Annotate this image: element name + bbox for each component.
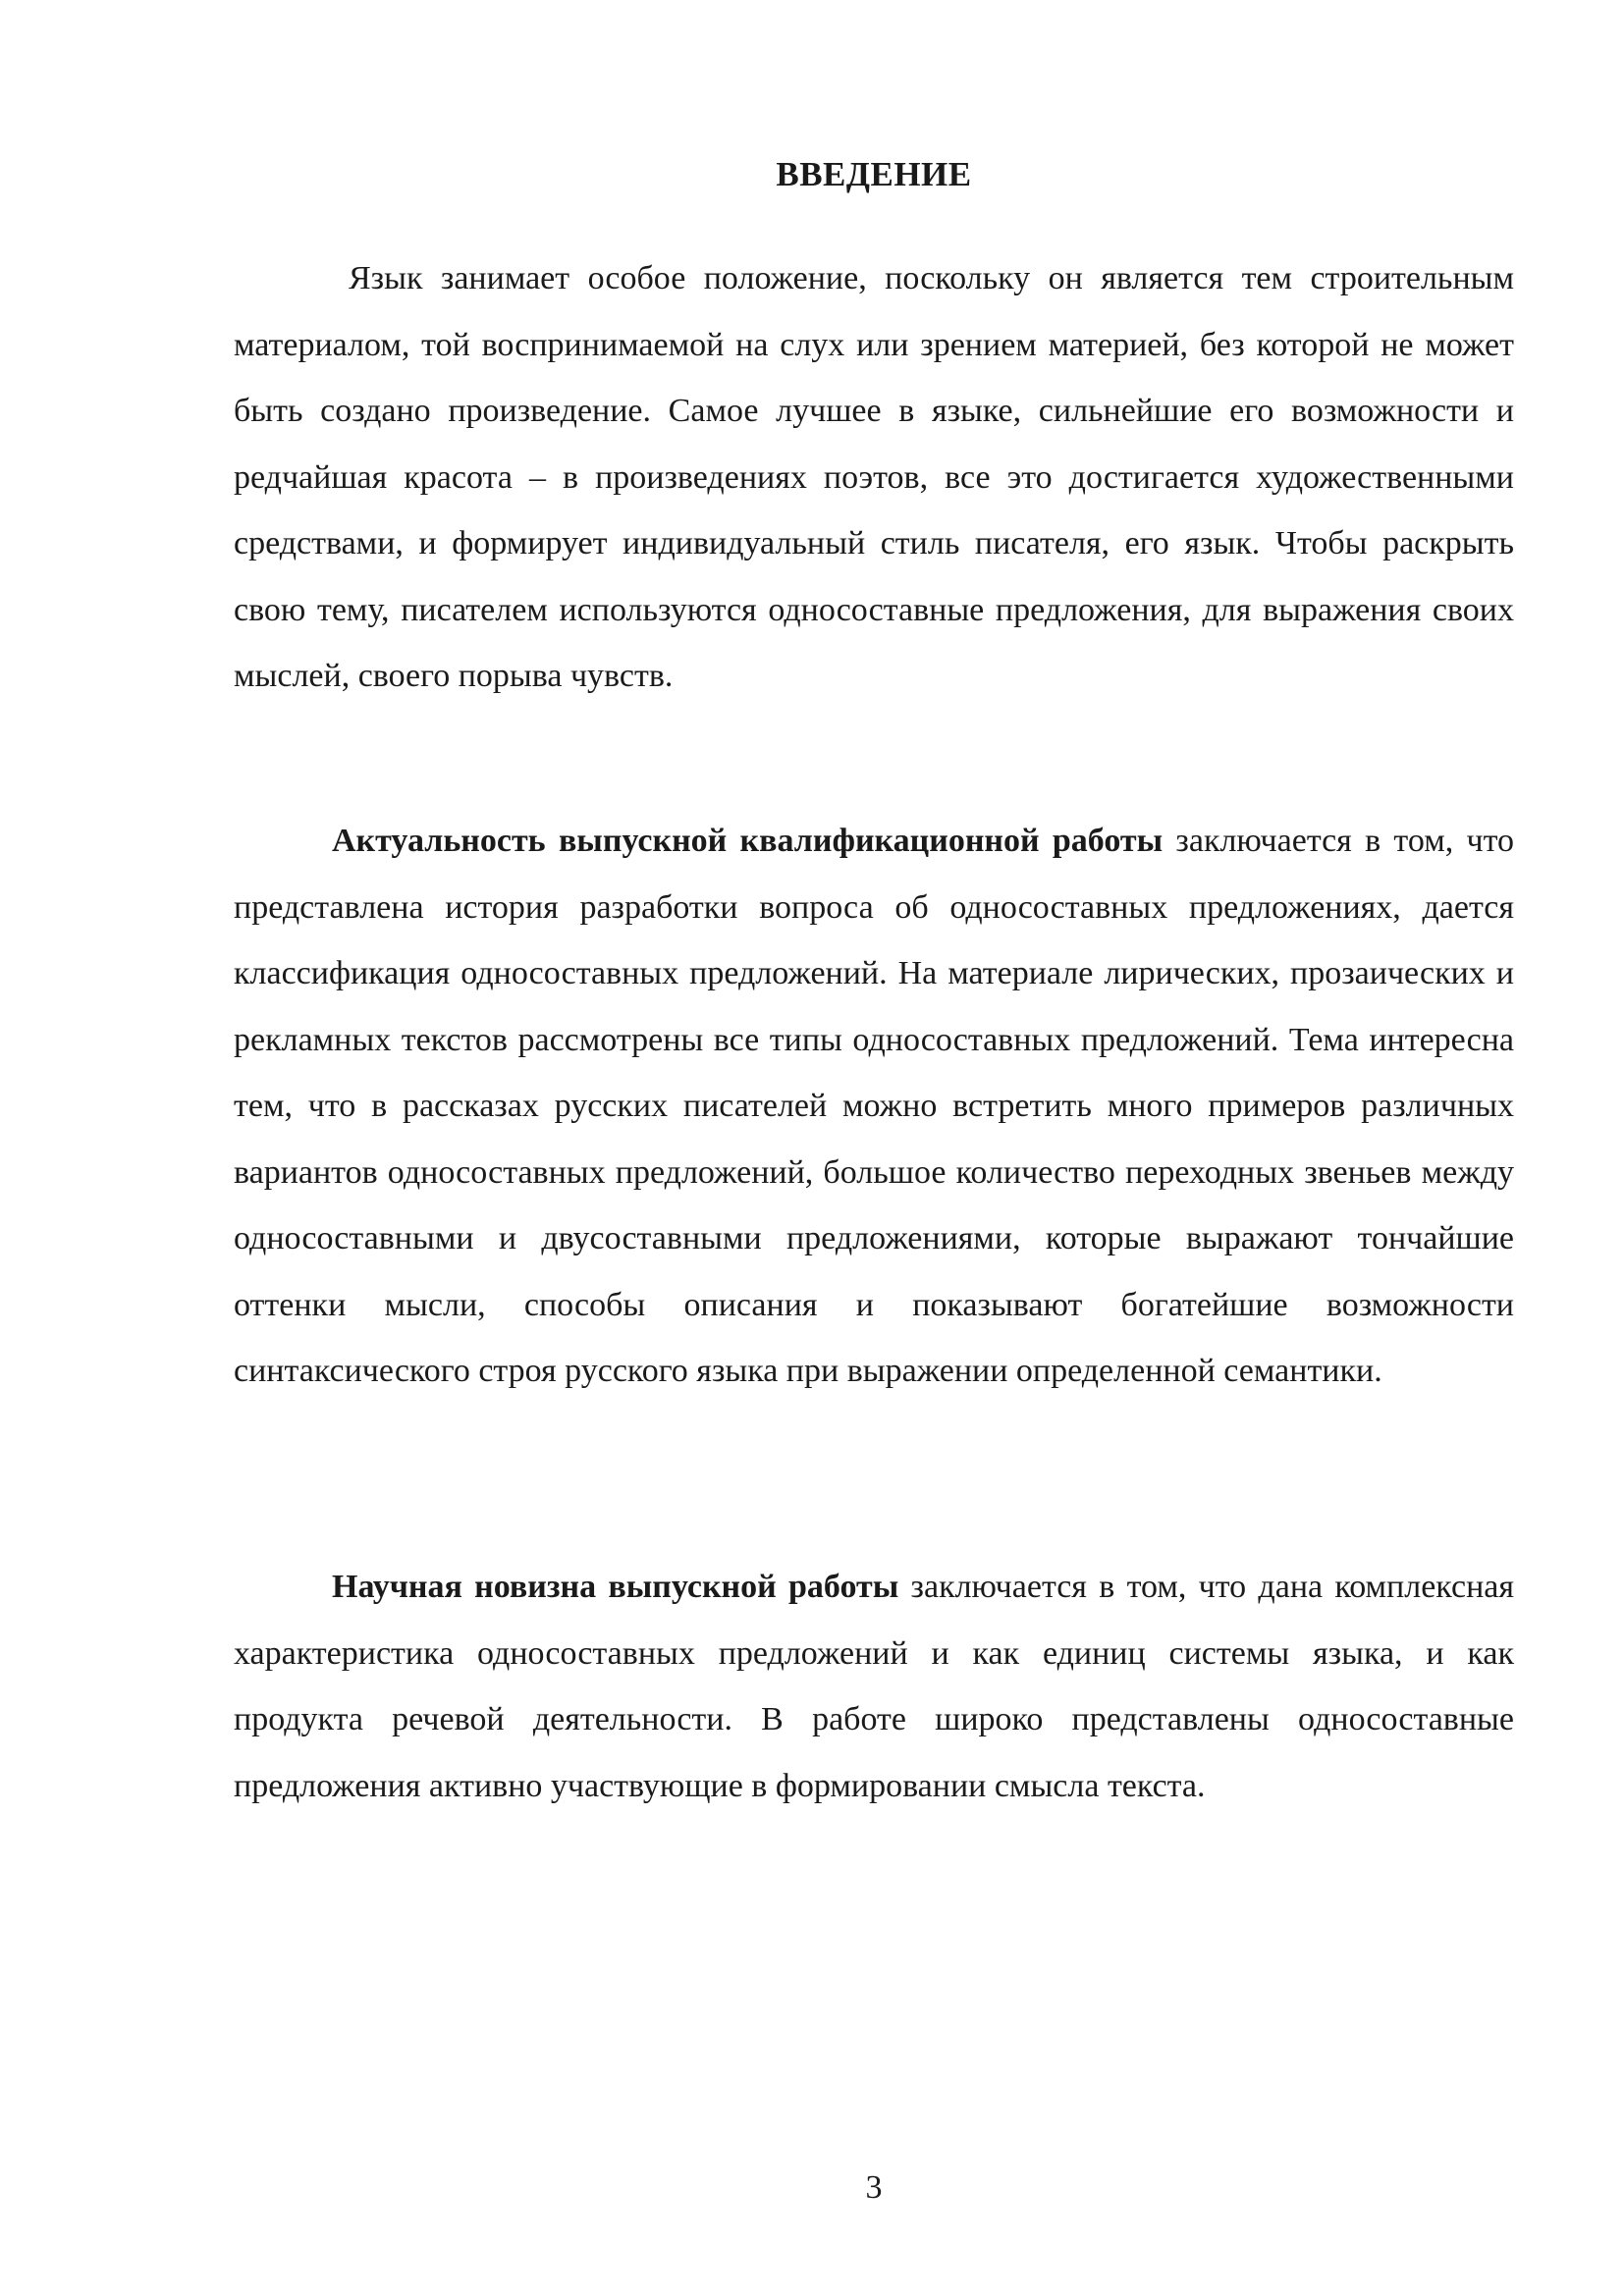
paragraph-novelty	[234, 1554, 1514, 1819]
paragraph-relevance-lead: Актуальность выпускной квалификационной работы	[332, 823, 1164, 859]
paragraph-novelty-lead: Научная новизна выпускной работы	[332, 1569, 899, 1605]
paragraph-novelty-text: заключается в том, что дана комплексная характеристика односоставных предложений и как единиц системы языка, и как продукта речевой деятельности. В работе широко представлены односоставные предложения активно участвующие в формировании смысла текста.	[234, 1569, 1514, 1804]
section-heading: ВВЕДЕНИЕ	[776, 155, 972, 193]
paragraph-introduction-text: Язык занимает особое положение, поскольку он является тем строительным материалом, той воспринимаемой на слух или зрением материей, без которой не может быть создано произведение. Самое лучшее в языке, сильнейшие его возможности и редчайшая красота – в произведениях поэтов, все это достигается художественными средствами, и формирует индивидуальный стиль писателя, его язык. Чтобы раскрыть свою тему, писателем используются односоставные предложения, для выражения своих мыслей, своего порыва чувств.	[234, 260, 1514, 694]
paragraph-relevance-text: заключается в том, что представлена история разработки вопроса об односоставных предложениях, дается классификация односоставных предложений. На материале лирических, прозаических и рекламных текстов рассмотрены все типы односоставных предложений. Тема интересна тем, что в рассказах русских писателей можно встретить много примеров различных вариантов односоставных предложений, большое количество переходных звеньев между односоставными и двусоставными предложениями, которые выражают тончайшие оттенки мысли, способы описания и показывают богатейшие возможности синтаксического строя русского языка при выражении определенной семантики.	[234, 823, 1514, 1389]
paragraph-introduction	[234, 245, 1514, 710]
paragraph-relevance	[234, 808, 1514, 1405]
page-number: 3	[865, 2169, 883, 2206]
